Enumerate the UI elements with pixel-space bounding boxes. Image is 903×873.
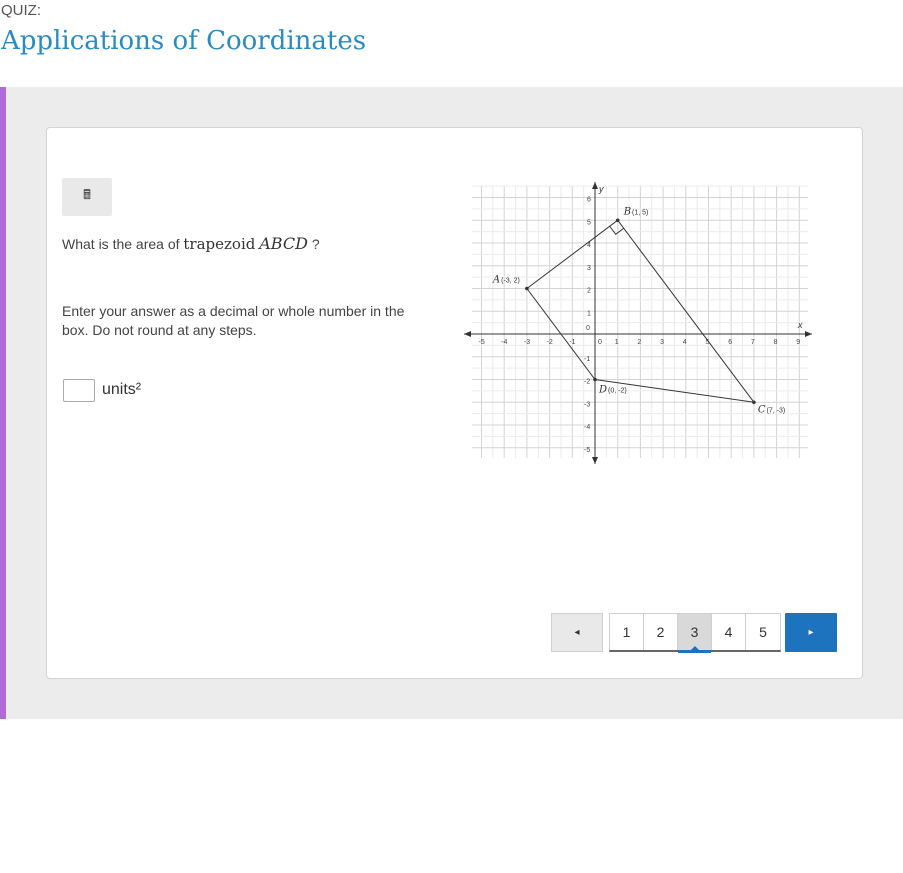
y-tick-label: -2 [584,378,591,386]
question-prefix: What is the area of [62,236,184,252]
x-tick-label: -1 [569,339,576,346]
page-button-4[interactable]: 4 [712,614,746,650]
next-arrow-icon: ▸ [808,627,814,638]
page-button-3[interactable]: 3 [678,614,712,650]
x-tick-label: 5 [705,339,710,346]
y-axis-label: y [599,184,604,194]
x-tick-label: 7 [750,339,755,346]
x-tick-label: 9 [796,339,801,346]
y-tick-label: -5 [584,446,591,454]
point-b [616,218,620,222]
question-text [62,234,320,253]
coordinate-graph [462,180,814,466]
y-tick-label: 4 [587,242,591,249]
y-tick-label: -3 [584,401,591,409]
page-list [609,613,781,652]
x-axis-label: x [798,320,803,330]
y-tick-label: 3 [587,264,591,272]
units-label: units² [102,381,142,398]
x-tick-label: 1 [614,339,619,346]
question-shape-word: trapezoid [183,235,256,253]
y-tick-label: -1 [584,355,591,363]
question-suffix: ? [307,236,320,252]
x-tick-label: 4 [682,339,687,346]
point-a [525,287,529,291]
point-d [593,378,597,382]
x-axis-arrow-right [805,331,812,337]
point-label-a: A(-3, 2) [492,274,520,286]
x-tick-label: -2 [546,339,553,346]
x-axis-arrow-left [464,331,471,337]
point-c [752,400,756,404]
calculator-icon: 🖩 [83,187,91,202]
y-axis-arrow-down [592,457,598,464]
x-tick-label: -5 [478,339,485,346]
question-instructions: Enter your answer as a decimal or whole number in the box. Do not round at any steps. [62,303,405,338]
point-label-b: B(1, 5) [623,206,649,218]
right-angle-marker [610,226,624,234]
y-axis-arrow-up [592,182,598,189]
page-button-2[interactable]: 2 [644,614,678,650]
page-button-1[interactable]: 1 [610,614,644,650]
y-tick-label: 5 [587,219,591,227]
x-tick-label: -3 [523,339,531,346]
graph-grid [472,186,808,458]
calculator-button[interactable] [62,178,112,216]
accent-bar [0,87,6,719]
previous-arrow-icon: ◂ [574,627,580,638]
x-tick-label: 8 [773,339,778,346]
question-shape-name: ABCD [259,234,308,253]
point-label-d: D(0, -2) [599,384,627,396]
x-tick-label: 2 [637,339,642,346]
x-tick-label: 6 [728,339,733,346]
answer-input[interactable] [63,379,95,402]
page-title: Applications of Coordinates [1,26,367,56]
x-tick-label: 0 [598,339,602,346]
y-tick-label: 1 [587,310,591,318]
y-tick-label: 6 [587,196,591,204]
previous-page-button[interactable] [551,613,603,652]
next-page-button[interactable] [785,613,837,652]
page-button-5[interactable]: 5 [746,614,780,650]
point-label-c: C(7, -3) [757,404,786,416]
y-tick-label: -4 [584,424,591,431]
y-tick-label: 0 [586,325,590,332]
x-tick-label: 3 [660,339,665,346]
x-tick-label: -4 [501,339,508,346]
y-tick-label: 2 [587,287,591,295]
quiz-label: QUIZ: [1,2,41,19]
